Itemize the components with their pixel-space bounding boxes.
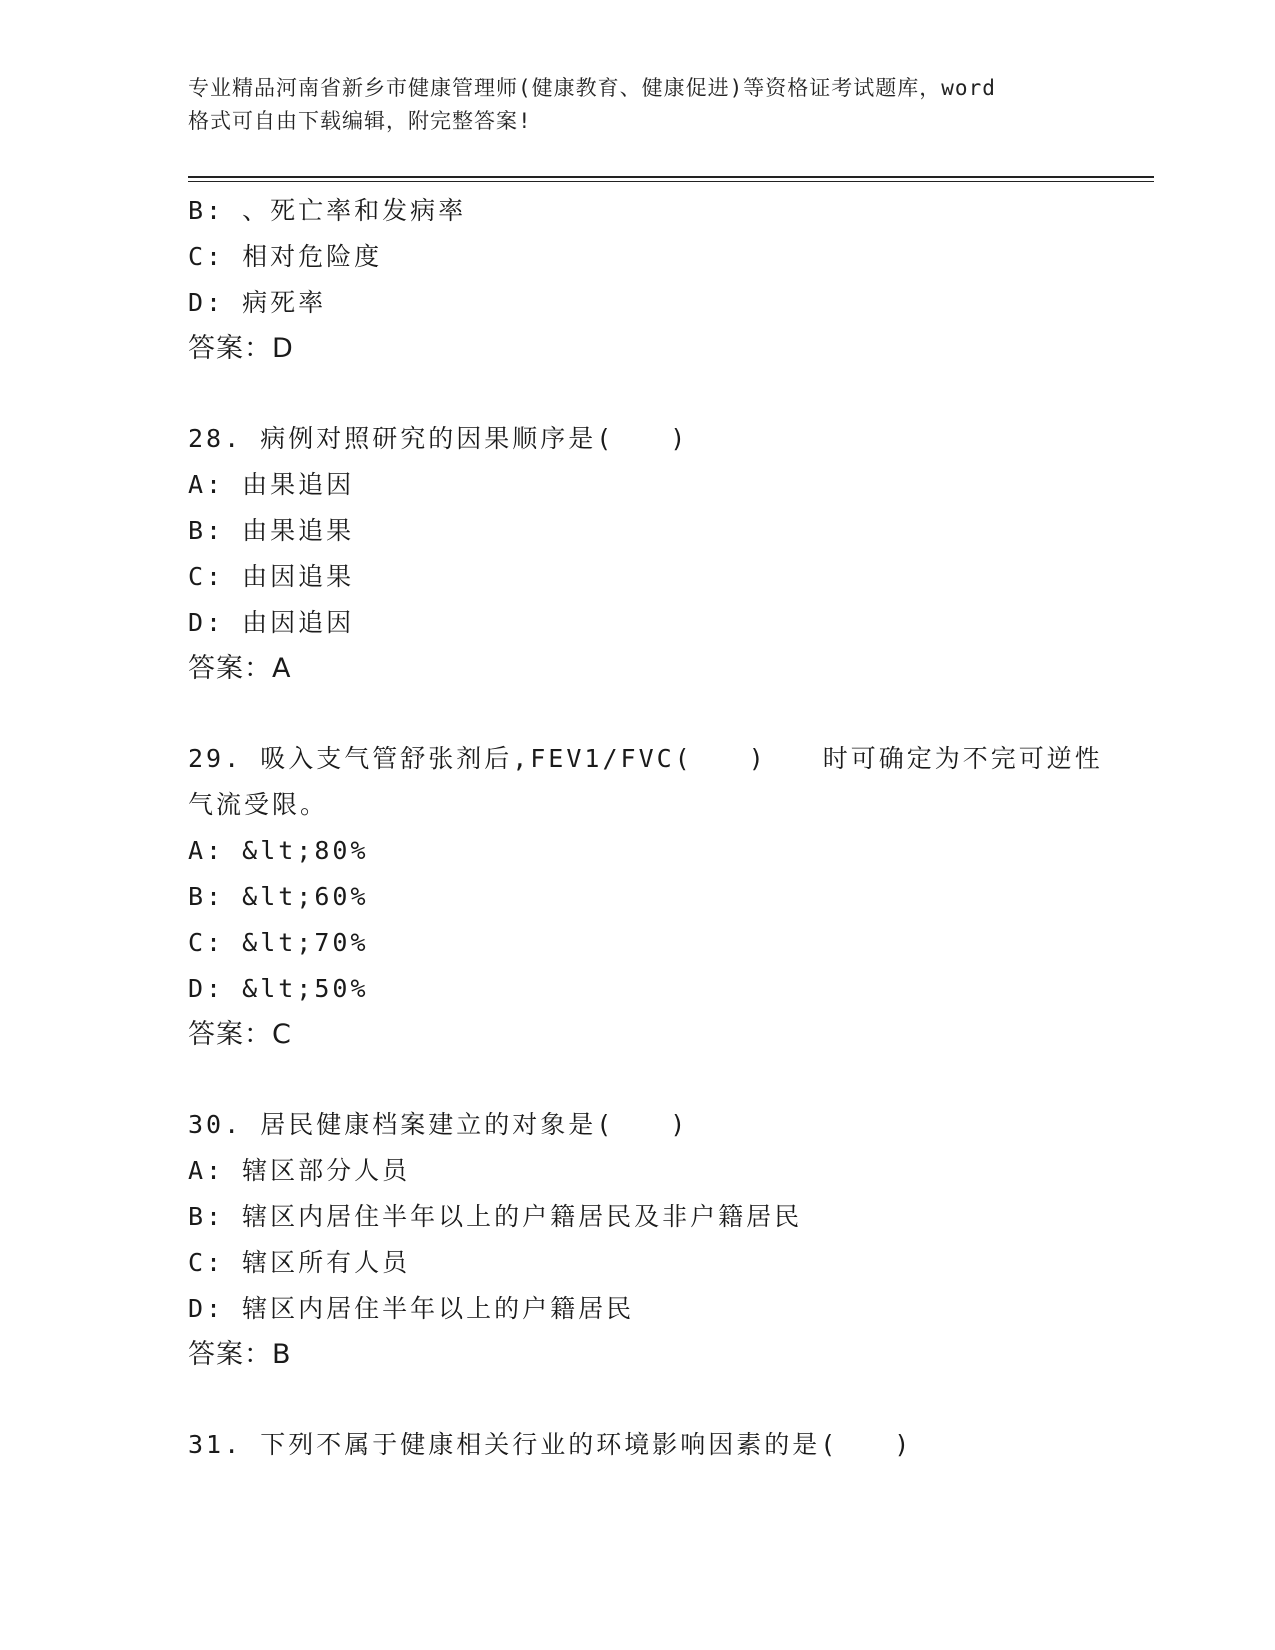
header-divider-thin [188,181,1154,182]
option-a: A: &lt;80% [188,836,369,865]
option-d: D: 由因追因 [188,608,355,637]
header-line-1: 专业精品河南省新乡市健康管理师(健康教育、健康促进)等资格证考试题库，word [188,76,996,100]
question-list [188,188,1128,1468]
option-c: C: &lt;70% [188,928,369,957]
option-d: D: &lt;50% [188,974,369,1003]
question-title: 28. 病例对照研究的因果顺序是( ) [188,424,689,453]
answer: 答案：C [188,1019,292,1050]
option-d: D: 辖区内居住半年以上的户籍居民 [188,1294,635,1323]
question-title: 31. 下列不属于健康相关行业的环境影响因素的是( ) [188,1430,913,1459]
question-27 [188,188,1128,372]
answer: 答案：B [188,1339,292,1370]
question-title: 30. 居民健康档案建立的对象是( ) [188,1110,689,1139]
question-29 [188,736,1128,1058]
question-31 [188,1422,1128,1468]
option-b: B: 辖区内居住半年以上的户籍居民及非户籍居民 [188,1202,803,1231]
answer: 答案：A [188,653,292,684]
option-c: C: 由因追果 [188,562,355,591]
header-divider-thick [188,176,1154,178]
option-d: D: 病死率 [188,288,327,317]
option-b: B: &lt;60% [188,882,369,911]
option-b: B: 由果追果 [188,516,355,545]
question-28 [188,416,1128,692]
document-header [188,72,1088,138]
question-30 [188,1102,1128,1378]
header-line-2: 格式可自由下载编辑，附完整答案! [188,109,532,133]
option-a: A: 由果追因 [188,470,355,499]
question-title-line-1: 29. 吸入支气管舒张剂后,FEV1/FVC( ) 时可确定为不完可逆性 [188,744,1103,773]
option-a: A: 辖区部分人员 [188,1156,411,1185]
option-b: B: 、死亡率和发病率 [188,196,467,225]
answer: 答案：D [188,333,294,364]
question-title-line-2: 气流受限。 [188,790,329,819]
option-c: C: 辖区所有人员 [188,1248,411,1277]
option-c: C: 相对危险度 [188,242,383,271]
